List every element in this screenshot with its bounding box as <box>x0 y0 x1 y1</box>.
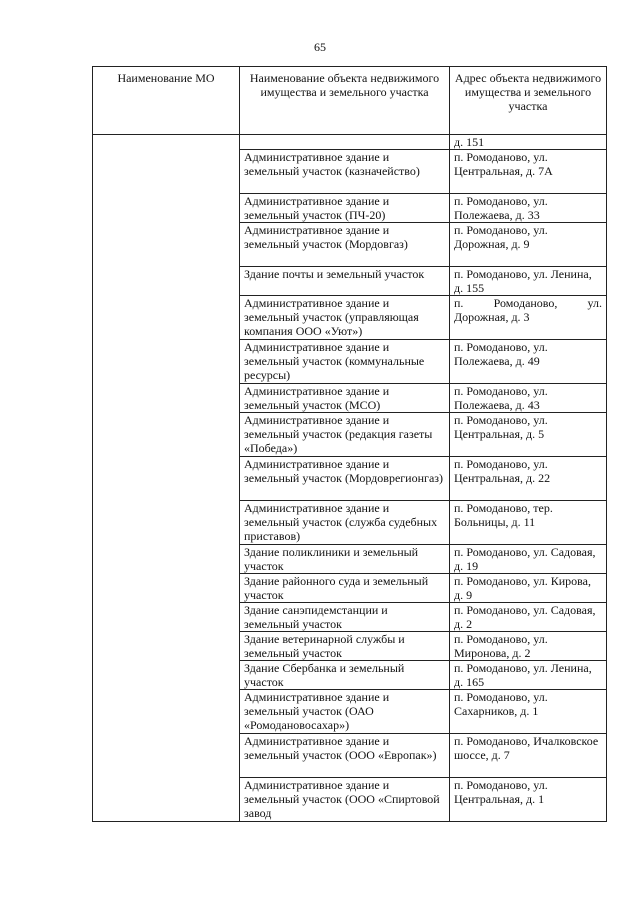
table-header-row <box>93 67 607 135</box>
address-cell: п. Ромоданово, Ичалковское шоссе, д. 7 <box>450 734 607 778</box>
object-cell: Здание поликлиники и земельный участок <box>240 545 450 574</box>
address-cell: п. Ромоданово, ул. Дорожная, д. 3 <box>450 296 607 340</box>
address-cell: п. Ромоданово, ул. Садовая, д. 2 <box>450 603 607 632</box>
address-cell: п. Ромоданово, ул. Центральная, д. 5 <box>450 413 607 457</box>
mo-cell <box>93 135 240 822</box>
page-number: 65 <box>314 40 326 54</box>
object-cell: Административное здание и земельный участок (редакция газеты «Победа») <box>240 413 450 457</box>
object-cell: Здание Сбербанка и земельный участок <box>240 661 450 690</box>
object-cell: Административное здание и земельный участок (ПЧ-20) <box>240 194 450 223</box>
header-mo: Наименование МО <box>93 67 240 135</box>
address-cell: п. Ромоданово, ул. Сахарников, д. 1 <box>450 690 607 734</box>
object-cell: Административное здание и земельный участок (казначейство) <box>240 150 450 194</box>
object-cell: Административное здание и земельный участок (коммунальные ресурсы) <box>240 340 450 384</box>
address-cell: п. Ромоданово, ул. Садовая, д. 19 <box>450 545 607 574</box>
object-cell: Административное здание и земельный участок (служба судебных приставов) <box>240 501 450 545</box>
address-cell: п. Ромоданово, ул. Центральная, д. 22 <box>450 457 607 501</box>
object-cell: Здание почты и земельный участок <box>240 267 450 296</box>
address-cell: п. Ромоданово, ул. Ленина, д. 155 <box>450 267 607 296</box>
object-cell: Административное здание и земельный участок (ООО «Спиртовой завод <box>240 778 450 822</box>
address-cell: п. Ромоданово, ул. Кирова, д. 9 <box>450 574 607 603</box>
address-cell: п. Ромоданово, ул. Полежаева, д. 49 <box>450 340 607 384</box>
property-table <box>92 66 607 822</box>
object-cell: Административное здание и земельный участок (ООО «Европак») <box>240 734 450 778</box>
address-cell: п. Ромоданово, ул. Ленина, д. 165 <box>450 661 607 690</box>
object-cell: Административное здание и земельный участок (ОАО «Ромодановосахар») <box>240 690 450 734</box>
address-cell: п. Ромоданово, ул. Центральная, д. 1 <box>450 778 607 822</box>
header-object: Наименование объекта недвижимого имущества и земельного участка <box>240 67 450 135</box>
object-cell: Административное здание и земельный участок (Мордовгаз) <box>240 223 450 267</box>
address-cell: п. Ромоданово, тер. Больницы, д. 11 <box>450 501 607 545</box>
header-address: Адрес объекта недвижимого имущества и земельного участка <box>450 67 607 135</box>
table-row <box>93 135 607 150</box>
object-cell: Здание районного суда и земельный участок <box>240 574 450 603</box>
address-cell: д. 151 <box>450 135 607 150</box>
object-cell: Административное здание и земельный участок (управляющая компания ООО «Уют») <box>240 296 450 340</box>
object-cell <box>240 135 450 150</box>
address-cell: п. Ромоданово, ул. Дорожная, д. 9 <box>450 223 607 267</box>
address-cell: п. Ромоданово, ул. Полежаева, д. 43 <box>450 384 607 413</box>
address-cell: п. Ромоданово, ул. Центральная, д. 7А <box>450 150 607 194</box>
object-cell: Здание санэпидемстанции и земельный участок <box>240 603 450 632</box>
object-cell: Здание ветеринарной службы и земельный участок <box>240 632 450 661</box>
address-cell: п. Ромоданово, ул. Полежаева, д. 33 <box>450 194 607 223</box>
object-cell: Административное здание и земельный участок (МСО) <box>240 384 450 413</box>
address-cell: п. Ромоданово, ул. Миронова, д. 2 <box>450 632 607 661</box>
object-cell: Административное здание и земельный участок (Мордоврегионгаз) <box>240 457 450 501</box>
